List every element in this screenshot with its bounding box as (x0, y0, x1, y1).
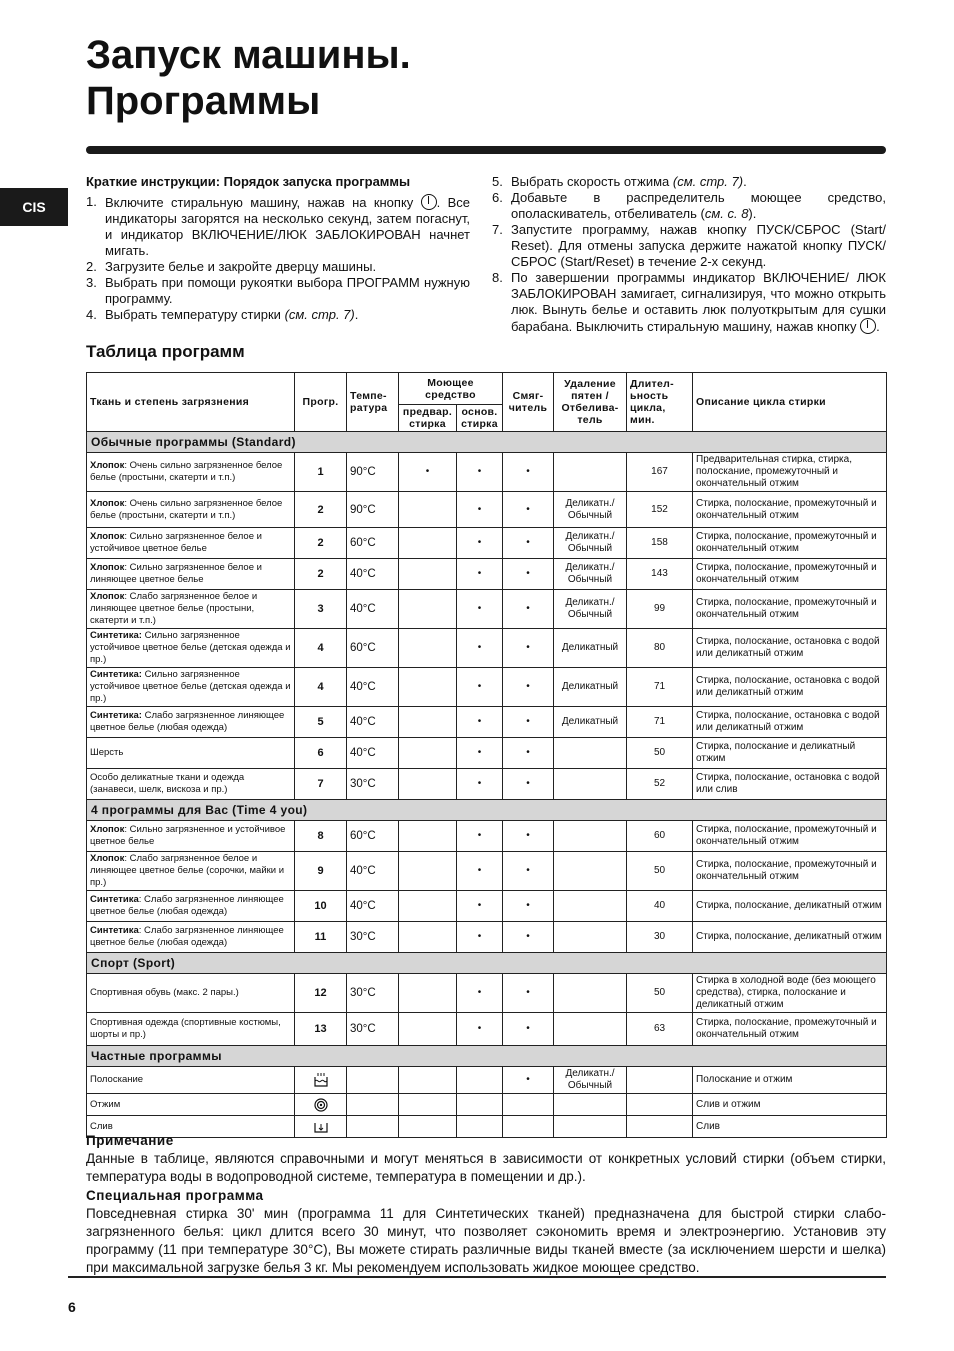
spin-icon (313, 1097, 329, 1113)
step-text: Выбрать скорость отжима (511, 174, 673, 189)
mainwash-cell: • (457, 668, 503, 707)
step-item (492, 222, 886, 270)
header-prewash: предвар. стирка (399, 405, 457, 432)
table-row (87, 852, 887, 891)
temperature-cell: 40°C (347, 707, 399, 738)
temperature-cell: 60°C (347, 528, 399, 559)
fabric-type: Синтетика (90, 894, 139, 905)
step-item (492, 174, 886, 190)
fabric-description: : Слабо загрязненное линяющее цветное белье (любая одежда) (90, 925, 284, 948)
step-item (86, 307, 470, 323)
header-fabric: Ткань и степень загрязнения (87, 373, 295, 432)
fabric-type: Хлопок (90, 531, 125, 542)
description-cell: Стирка, полоскание, деликатный отжим (693, 891, 887, 922)
temperature-cell (347, 1067, 399, 1094)
description-cell: Стирка, полоскание, остановка с водой или слив (693, 769, 887, 800)
mainwash-cell: • (457, 559, 503, 590)
program-number-cell: 2 (295, 559, 347, 590)
mainwash-cell (457, 1067, 503, 1094)
mainwash-cell: • (457, 1013, 503, 1046)
section-title: 4 программы для Вас (Time 4 you) (87, 800, 887, 821)
step-reference: см. с. 8 (704, 206, 749, 221)
step-text: Загрузите белье и закройте дверцу машины. (105, 259, 377, 274)
special-program-block (86, 1187, 886, 1277)
fabric-type: Хлопок (90, 497, 125, 509)
fabric-description: : Очень сильно загрязненное белое белье (простыни, скатерти и т.п.) (90, 460, 283, 483)
mainwash-cell: • (457, 629, 503, 668)
program-number-cell: 12 (295, 974, 347, 1013)
step-text: . Все индикаторы загорятся на несколько секунд, затем погаснут, и индикатор ВКЛЮЧЕНИЕ/ЛЮК ЗАБЛОКИРОВАН начнет мигать. (105, 195, 470, 258)
mainwash-cell: • (457, 891, 503, 922)
header-stain: Удаление пятен / Отбелива-тель (554, 373, 627, 432)
fabric-cell (87, 492, 295, 528)
table-row (87, 1013, 887, 1046)
note-block (86, 1132, 886, 1186)
section-title: Частные программы (87, 1046, 887, 1067)
fabric-type: Синтетика: (90, 669, 142, 680)
fabric-type: Хлопок (90, 824, 125, 835)
step-item (86, 259, 470, 275)
stain-cell: Деликатн./ Обычный (554, 528, 627, 559)
prewash-cell (399, 1067, 457, 1094)
duration-cell: 50 (627, 852, 693, 891)
softener-cell: • (503, 891, 554, 922)
step-item (86, 275, 470, 307)
description-cell: Стирка, полоскание, промежуточный и окончательный отжим (693, 821, 887, 852)
step-text: Запустите программу, нажав кнопку ПУСК/СБРОС (Start/ Reset). Для отмены запуска держите нажатой кнопку ПУСК/СБРОС (Start/Reset) в течение 2-х секунд. (511, 222, 886, 269)
softener-cell: • (503, 769, 554, 800)
program-number-cell: 7 (295, 769, 347, 800)
fabric-cell (87, 1094, 295, 1116)
table-row (87, 668, 887, 707)
fabric-cell (87, 590, 295, 629)
duration-cell: 143 (627, 559, 693, 590)
prewash-cell (399, 1013, 457, 1046)
fabric-type: Хлопок (90, 591, 125, 602)
prewash-cell (399, 707, 457, 738)
temperature-cell: 40°C (347, 891, 399, 922)
instructions-heading: Краткие инструкции: Порядок запуска программы (86, 174, 411, 189)
prewash-cell (399, 590, 457, 629)
softener-cell: • (503, 821, 554, 852)
softener-cell: • (503, 707, 554, 738)
table-row (87, 769, 887, 800)
temperature-cell: 90°C (347, 492, 399, 528)
step-item (492, 190, 886, 222)
mainwash-cell: • (457, 590, 503, 629)
step-text: . (354, 307, 359, 322)
steps-list-left (86, 194, 470, 323)
program-number-cell: 1 (295, 453, 347, 492)
fabric-cell (87, 769, 295, 800)
note-text: Данные в таблице, являются справочными и могут меняться в зависимости от конкретных условий стирки (объем стирки, температура воды в водопроводной системе, температура в помещении и др.). (86, 1151, 886, 1184)
prewash-cell (399, 821, 457, 852)
description-cell: Стирка, полоскание, остановка с водой или деликатный отжим (693, 668, 887, 707)
duration-cell: 152 (627, 492, 693, 528)
stain-cell (554, 821, 627, 852)
duration-cell: 167 (627, 453, 693, 492)
table-row (87, 738, 887, 769)
description-cell: Стирка, полоскание, промежуточный и окончательный отжим (693, 1013, 887, 1046)
program-number-cell: 8 (295, 821, 347, 852)
step-text: Выбрать температуру стирки (105, 307, 285, 322)
description-cell: Стирка, полоскание и деликатный отжим (693, 738, 887, 769)
softener-cell: • (503, 974, 554, 1013)
page-title (86, 32, 411, 124)
temperature-cell: 60°C (347, 821, 399, 852)
title-rule (86, 146, 886, 154)
prewash-cell (399, 1094, 457, 1116)
section-title: Обычные программы (Standard) (87, 432, 887, 453)
duration-cell: 50 (627, 974, 693, 1013)
fabric-cell (87, 707, 295, 738)
fabric-type: Хлопок (90, 853, 125, 864)
step-text: Включите стиральную машину, нажав на кнопку (105, 195, 421, 210)
duration-cell: 40 (627, 891, 693, 922)
mainwash-cell (457, 1094, 503, 1116)
stain-cell (554, 891, 627, 922)
mainwash-cell: • (457, 922, 503, 953)
fabric-cell (87, 821, 295, 852)
description-cell: Стирка, полоскание, промежуточный и окончательный отжим (693, 590, 887, 629)
step-reference: (см. стр. 7) (284, 307, 355, 322)
header-program: Прогр. (295, 373, 347, 432)
prewash-cell (399, 769, 457, 800)
duration-cell: 80 (627, 629, 693, 668)
step-number: 3. (86, 275, 97, 290)
fabric-type: Синтетика: (90, 630, 142, 641)
step-number: 5. (492, 174, 503, 189)
duration-cell: 50 (627, 738, 693, 769)
description-cell: Стирка, полоскание, остановка с водой или деликатный отжим (693, 629, 887, 668)
softener-cell: • (503, 852, 554, 891)
step-number: 7. (492, 222, 503, 237)
fabric-description: Отжим (90, 1098, 121, 1110)
stain-cell (554, 974, 627, 1013)
fabric-description: Спортивная обувь (макс. 2 пары.) (90, 987, 239, 998)
page-number: 6 (68, 1299, 76, 1315)
fabric-description: : Сильно загрязненное и устойчивое цветное белье (90, 824, 286, 847)
fabric-cell (87, 668, 295, 707)
fabric-description: : Сильно загрязненное белое и устойчивое цветное белье (90, 531, 262, 554)
step-text: По завершении программы индикатор ВКЛЮЧЕНИЕ/ ЛЮК ЗАБЛОКИРОВАН замигает, сигнализируя, что можно открыть люк. Вынуть белье и оставить люк полуоткрытым для сушки барабана. Выключить стиральную машину, нажав кнопку (511, 270, 886, 334)
program-number-cell: 3 (295, 590, 347, 629)
temperature-cell (347, 1094, 399, 1116)
note-title: Примечание (86, 1133, 174, 1148)
program-number-cell: 4 (295, 668, 347, 707)
title-line-1: Запуск машины. (86, 33, 411, 77)
fabric-type: Синтетика (90, 925, 139, 936)
description-cell: Стирка, полоскание, промежуточный и окончательный отжим (693, 852, 887, 891)
stain-cell: Деликатн./ Обычный (554, 559, 627, 590)
stain-cell: Деликатн./ Обычный (554, 1067, 627, 1094)
description-cell: Стирка, полоскание, промежуточный и окончательный отжим (693, 528, 887, 559)
description-cell: Стирка, полоскание, деликатный отжим (693, 922, 887, 953)
prewash-cell (399, 852, 457, 891)
duration-cell: 63 (627, 1013, 693, 1046)
table-row (87, 1067, 887, 1094)
fabric-cell (87, 453, 295, 492)
mainwash-cell: • (457, 821, 503, 852)
step-number: 2. (86, 259, 97, 274)
softener-cell: • (503, 492, 554, 528)
temperature-cell: 60°C (347, 629, 399, 668)
softener-cell: • (503, 590, 554, 629)
header-duration: Длител-ьность цикла, мин. (627, 373, 693, 432)
duration-cell: 30 (627, 922, 693, 953)
fabric-cell (87, 922, 295, 953)
table-row (87, 821, 887, 852)
temperature-cell: 30°C (347, 1013, 399, 1046)
duration-cell: 60 (627, 821, 693, 852)
fabric-description: : Сильно загрязненное белое и линяющее цветное белье (90, 562, 262, 585)
table-title: Таблица программ (86, 342, 245, 361)
fabric-description: Спортивная одежда (спортивные костюмы, шорты и пр.) (90, 1017, 281, 1040)
table-row (87, 707, 887, 738)
table-row (87, 590, 887, 629)
footer-rule (68, 1276, 886, 1278)
fabric-type: Синтетика: (90, 710, 142, 721)
softener-cell: • (503, 922, 554, 953)
step-reference: (см. стр. 7) (672, 174, 744, 189)
mainwash-cell: • (457, 707, 503, 738)
program-symbol-cell (295, 1067, 347, 1094)
temperature-cell: 90°C (347, 453, 399, 492)
prewash-cell (399, 891, 457, 922)
stain-cell: Деликатный (554, 668, 627, 707)
prewash-cell (399, 492, 457, 528)
stain-cell (554, 1094, 627, 1116)
section-header-row (87, 953, 887, 974)
mainwash-cell: • (457, 528, 503, 559)
table-row (87, 891, 887, 922)
softener-cell: • (503, 528, 554, 559)
step-item (492, 270, 886, 335)
fabric-description: Сильно загрязненное устойчивое цветное белье (детская одежда и пр.) (90, 630, 291, 665)
special-title: Специальная программа (86, 1188, 264, 1203)
fabric-description: Слив (90, 1120, 113, 1132)
prewash-cell (399, 528, 457, 559)
duration-cell: 52 (627, 769, 693, 800)
mainwash-cell: • (457, 453, 503, 492)
temperature-cell: 40°C (347, 559, 399, 590)
instructions-right (492, 174, 886, 335)
power-icon (860, 318, 876, 334)
step-number: 6. (492, 190, 503, 205)
section-tab: CIS (0, 188, 68, 226)
mainwash-cell: • (457, 852, 503, 891)
stain-cell (554, 922, 627, 953)
description-cell: Полоскание и отжим (693, 1067, 887, 1094)
fabric-cell (87, 852, 295, 891)
prewash-cell (399, 629, 457, 668)
fabric-cell (87, 559, 295, 590)
step-text: Выбрать при помощи рукоятки выбора ПРОГРАММ нужную программу. (105, 275, 470, 306)
fabric-cell (87, 629, 295, 668)
section-header-row (87, 800, 887, 821)
program-number-cell: 10 (295, 891, 347, 922)
stain-cell: Деликатный (554, 707, 627, 738)
prewash-cell: • (399, 453, 457, 492)
power-icon (421, 194, 437, 210)
header-temperature: Темпе-ратура (347, 373, 399, 432)
title-line-2: Программы (86, 79, 321, 123)
header-mainwash: основ. стирка (457, 405, 503, 432)
duration-cell: 158 (627, 528, 693, 559)
description-cell: Стирка, полоскание, промежуточный и окончательный отжим (693, 559, 887, 590)
duration-cell: 71 (627, 707, 693, 738)
softener-cell (503, 1094, 554, 1116)
steps-list-right (492, 174, 886, 335)
stain-cell (554, 852, 627, 891)
softener-cell: • (503, 629, 554, 668)
duration-cell: 71 (627, 668, 693, 707)
fabric-description: Полоскание (90, 1074, 144, 1085)
step-number: 8. (492, 270, 503, 285)
fabric-cell (87, 1067, 295, 1094)
step-text: ). (748, 206, 757, 221)
stain-cell: Деликатн./ Обычный (554, 590, 627, 629)
prewash-cell (399, 738, 457, 769)
fabric-description: Сильно загрязненное устойчивое цветное белье (детская одежда и пр.) (90, 669, 291, 704)
header-detergent: Моющее средство (399, 373, 503, 405)
special-text: Повседневная стирка 30' мин (программа 11 для Синтетических тканей) предназначена для быстрой стирки слабо-загрязненного белья: цикл длится всего 30 минут, что позволяет сэкономить время и электроэнергию. Установив эту программу (11 при температуре 30°C), Вы можете стирать различные виды тканей вместе (за исключением шерсти и шелка) при максимальной загрузке белья 3 кг. Мы рекомендуем использовать жидкое моющее средство. (86, 1206, 886, 1275)
description-cell: Стирка, полоскание, остановка с водой или деликатный отжим (693, 707, 887, 738)
stain-cell (554, 453, 627, 492)
stain-cell (554, 769, 627, 800)
softener-cell: • (503, 559, 554, 590)
description-cell: Предварительная стирка, стирка, полоскание, промежуточный и окончательный отжим (693, 453, 887, 492)
program-table (86, 372, 887, 1138)
duration-cell (627, 1094, 693, 1116)
stain-cell (554, 1013, 627, 1046)
table-row (87, 922, 887, 953)
prewash-cell (399, 974, 457, 1013)
step-number: 4. (86, 307, 97, 322)
fabric-description: : Слабо загрязненное линяющее цветное белье (любая одежда) (90, 894, 284, 917)
program-number-cell: 5 (295, 707, 347, 738)
program-number-cell: 4 (295, 629, 347, 668)
step-text: . (743, 174, 747, 189)
fabric-type: Хлопок (90, 562, 125, 573)
softener-cell: • (503, 668, 554, 707)
temperature-cell: 40°C (347, 668, 399, 707)
table-row (87, 492, 887, 528)
program-symbol-cell (295, 1094, 347, 1116)
fabric-description: Особо деликатные ткани и одежда (занавеси, шелк, вискоза и пр.) (90, 772, 245, 795)
fabric-description: : Слабо загрязненное белое и линяющее цветное белье (сорочки, майки и пр.) (90, 853, 285, 888)
description-cell: Стирка, полоскание, промежуточный и окончательный отжим (693, 492, 887, 528)
fabric-description: Шерсть (90, 747, 124, 758)
softener-cell: • (503, 453, 554, 492)
step-item (86, 194, 470, 259)
temperature-cell: 40°C (347, 852, 399, 891)
fabric-description: : Слабо загрязненное белое и линяющее цветное белье (простыни, скатерти и т.п.) (90, 591, 258, 626)
instructions-left (86, 174, 470, 323)
prewash-cell (399, 668, 457, 707)
step-number: 1. (86, 194, 97, 209)
fabric-cell (87, 738, 295, 769)
program-number-cell: 13 (295, 1013, 347, 1046)
table-row (87, 974, 887, 1013)
table-row (87, 629, 887, 668)
fabric-description: Слабо загрязненное линяющее цветное белье (любая одежда) (90, 710, 285, 733)
mainwash-cell: • (457, 974, 503, 1013)
step-text: Добавьте в распределитель моющее средство, ополаскиватель, отбеливатель ( (511, 190, 886, 221)
fabric-type: Хлопок (90, 460, 125, 471)
section-title: Спорт (Sport) (87, 953, 887, 974)
table-row (87, 1094, 887, 1116)
softener-cell: • (503, 1067, 554, 1094)
temperature-cell: 30°C (347, 922, 399, 953)
description-cell: Слив (693, 1116, 887, 1138)
header-softener: Смяг-читель (503, 373, 554, 432)
prewash-cell (399, 559, 457, 590)
temperature-cell: 30°C (347, 974, 399, 1013)
header-description: Описание цикла стирки (693, 373, 887, 432)
fabric-cell (87, 1013, 295, 1046)
mainwash-cell: • (457, 738, 503, 769)
stain-cell: Деликатн./ Обычный (554, 492, 627, 528)
temperature-cell: 40°C (347, 738, 399, 769)
fabric-cell (87, 974, 295, 1013)
fabric-cell (87, 891, 295, 922)
softener-cell: • (503, 1013, 554, 1046)
softener-cell: • (503, 738, 554, 769)
program-number-cell: 11 (295, 922, 347, 953)
mainwash-cell: • (457, 769, 503, 800)
table-row (87, 559, 887, 590)
duration-cell: 99 (627, 590, 693, 629)
step-text: . (876, 319, 880, 334)
duration-cell (627, 1067, 693, 1094)
fabric-description: : Очень сильно загрязненное белое белье (простыни, скатерти и т.п.) (90, 497, 283, 521)
mainwash-cell: • (457, 492, 503, 528)
section-header-row (87, 432, 887, 453)
table-row (87, 453, 887, 492)
program-number-cell: 2 (295, 528, 347, 559)
program-number-cell: 9 (295, 852, 347, 891)
temperature-cell: 30°C (347, 769, 399, 800)
section-header-row (87, 1046, 887, 1067)
description-cell: Стирка в холодной воде (без моющего средства), стирка, полоскание и деликатный отжим (693, 974, 887, 1013)
description-cell: Слив и отжим (693, 1094, 887, 1116)
table-row (87, 528, 887, 559)
temperature-cell: 40°C (347, 590, 399, 629)
rinse-icon (313, 1072, 329, 1088)
stain-cell: Деликатный (554, 629, 627, 668)
prewash-cell (399, 922, 457, 953)
fabric-cell (87, 528, 295, 559)
program-number-cell: 6 (295, 738, 347, 769)
stain-cell (554, 738, 627, 769)
program-number-cell: 2 (295, 492, 347, 528)
program-table-body (87, 432, 887, 1138)
